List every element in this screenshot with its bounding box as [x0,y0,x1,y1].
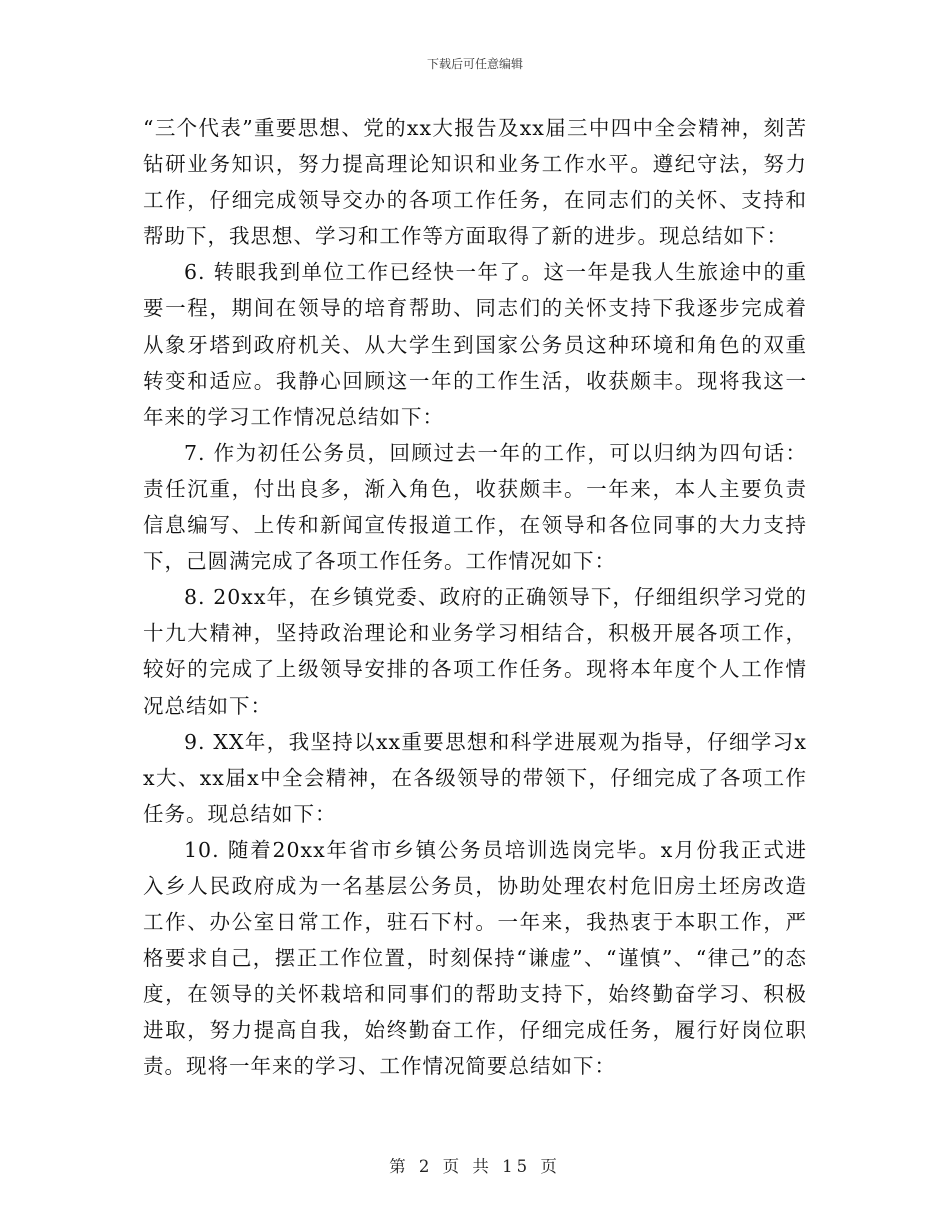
paragraph-item-9: 9. XX年，我坚持以xx重要思想和科学进展观为指导，仔细学习xx大、xx届x中全会精神，在各级领导的带领下，仔细完成了各项工作任务。现总结如下： [143,729,807,826]
paragraph-item-6: 6. 转眼我到单位工作已经快一年了。这一年是我人生旅途中的重要一程，期间在领导的培育帮助、同志们的关怀支持下我逐步完成着从象牙塔到政府机关、从大学生到国家公务员这种环境和角色的双重转变和适应。我静心回顾这一年的工作生活，收获颇丰。现将我这一年来的学习工作情况总结如下： [143,260,807,429]
document-body [143,110,807,1085]
paragraph-item-10: 10. 随着20xx年省市乡镇公务员培训选岗完毕。x月份我正式进入乡人民政府成为一名基层公务员，协助处理农村危旧房土坯房改造工作、办公室日常工作，驻石下村。一年来，我热衷于本职工作，严格要求自己，摆正工作位置，时刻保持“谦虚”、“谨慎”、“律己”的态度，在领导的关怀栽培和同事们的帮助支持下，始终勤奋学习、积极进取，努力提高自我，始终勤奋工作，仔细完成任务，履行好岗位职责。现将一年来的学习、工作情况简要总结如下： [143,837,807,1079]
page-header: 下载后可任意编辑 [426,57,523,71]
paragraph-item-7: 7. 作为初任公务员，回顾过去一年的工作，可以归纳为四句话：责任沉重，付出良多，渐入角色，收获颇丰。一年来，本人主要负责信息编写、上传和新闻宣传报道工作，在领导和各位同事的大力支持下，己圆满完成了各项工作任务。工作情况如下： [143,440,807,574]
paragraph-item-8: 8. 20xx年，在乡镇党委、政府的正确领导下，仔细组织学习党的十九大精神，坚持政治理论和业务学习相结合，积极开展各项工作，较好的完成了上级领导安排的各项工作任务。现将本年度个人工作情况总结如下： [143,585,807,718]
page-footer: 第 2 页 共 15 页 [389,1157,561,1176]
paragraph-continuation: “三个代表”重要思想、党的xx大报告及xx届三中四中全会精神，刻苦钻研业务知识，努力提高理论知识和业务工作水平。遵纪守法，努力工作，仔细完成领导交办的各项工作任务，在同志们的关怀、支持和帮助下，我思想、学习和工作等方面取得了新的进步。现总结如下： [143,116,807,249]
